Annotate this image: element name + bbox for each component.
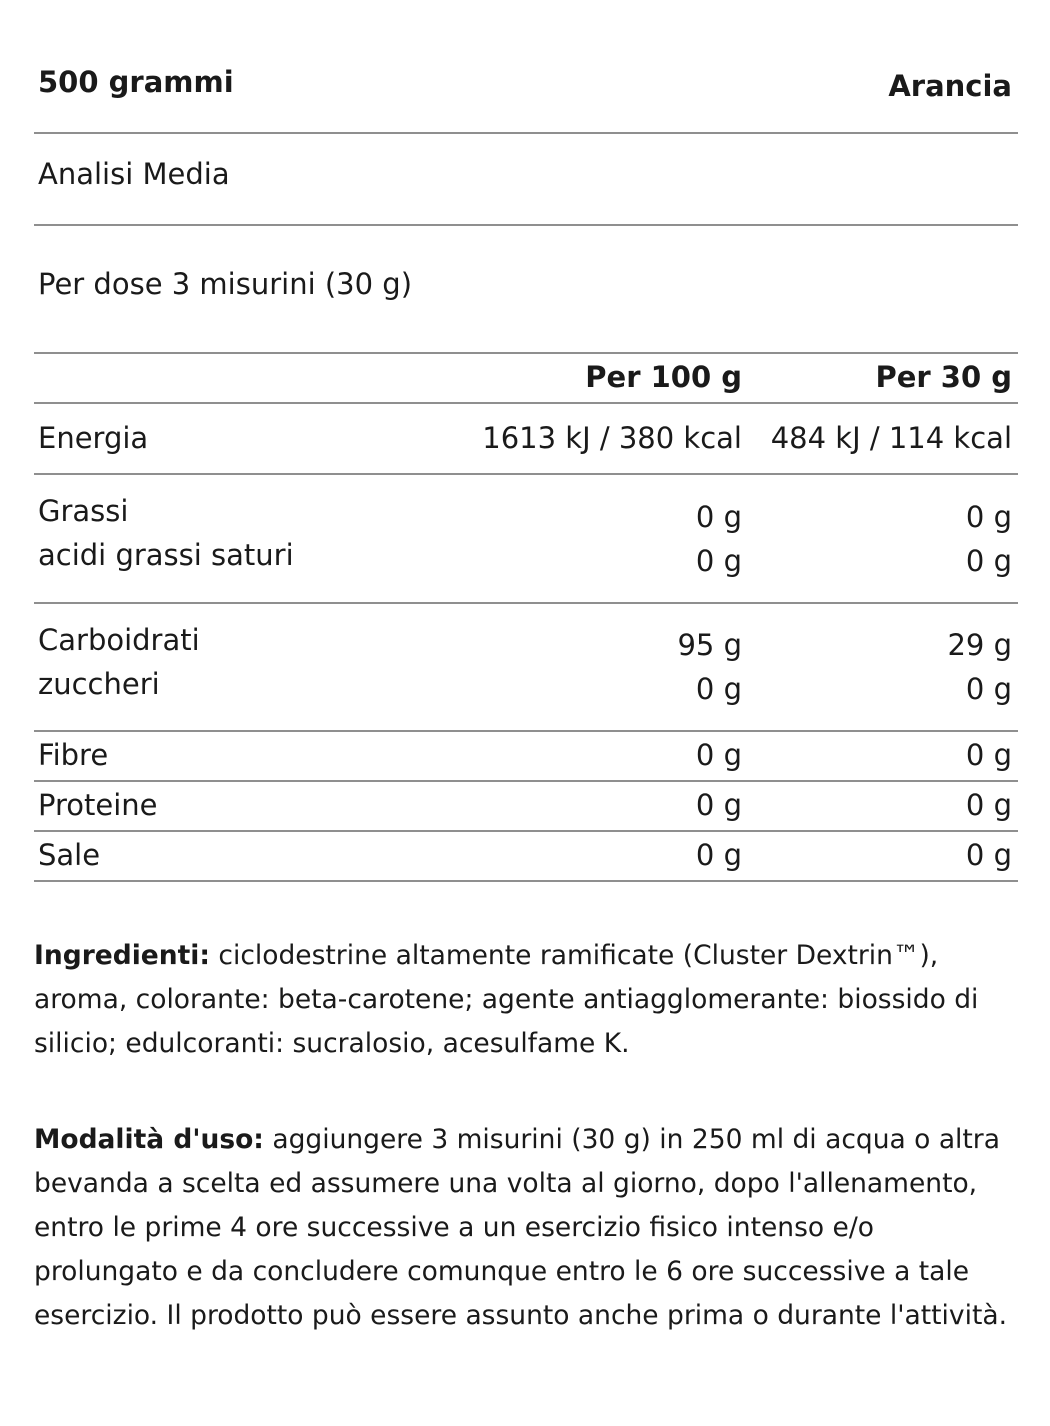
row-value-per100: 0 g — [695, 500, 742, 534]
ingredients-label: Ingredienti: — [34, 940, 210, 971]
row-value-per100: 0 g — [695, 788, 742, 822]
divider — [34, 730, 1018, 732]
row-value-per100: 1613 kJ / 380 kcal — [482, 421, 742, 455]
row-value-per30: 0 g — [965, 838, 1012, 872]
divider — [34, 602, 1018, 604]
divider — [34, 224, 1018, 226]
flavor-name: Arancia — [888, 69, 1012, 103]
divider — [34, 880, 1018, 882]
row-value-per100: 0 g — [695, 838, 742, 872]
serving-size: Per dose 3 misurini (30 g) — [38, 267, 413, 301]
row-label: acidi grassi saturi — [38, 538, 294, 572]
ingredients-paragraph — [34, 934, 1024, 1066]
row-value-per100: 95 g — [677, 628, 742, 662]
row-value-per100: 0 g — [695, 672, 742, 706]
usage-text: aggiungere 3 misurini (30 g) in 250 ml di acqua o altra bevanda a scelta ed assumere una volta al giorno, dopo l'allenamento, entro le prime 4 ore successive a un esercizio fisico intenso e/o prolungato e da concludere comunque entro le 6 ore successive a tale esercizio. Il prodotto può essere assunto anche prima o durante l'attività. — [34, 1124, 1008, 1331]
row-value-per30: 0 g — [965, 738, 1012, 772]
column-header-per100: Per 100 g — [585, 360, 742, 394]
row-value-per30: 484 kJ / 114 kcal — [770, 421, 1012, 455]
divider — [34, 780, 1018, 782]
divider — [34, 830, 1018, 832]
row-value-per30: 0 g — [965, 788, 1012, 822]
row-label: Fibre — [38, 738, 109, 772]
row-label: Sale — [38, 838, 101, 872]
row-value-per30: 0 g — [965, 672, 1012, 706]
usage-paragraph — [34, 1118, 1024, 1338]
divider — [34, 132, 1018, 134]
divider — [34, 402, 1018, 404]
row-label: Grassi — [38, 494, 129, 528]
row-value-per30: 29 g — [947, 628, 1012, 662]
column-header-per30: Per 30 g — [875, 360, 1012, 394]
row-value-per100: 0 g — [695, 544, 742, 578]
row-label: Proteine — [38, 788, 158, 822]
package-size: 500 grammi — [38, 65, 234, 99]
usage-label: Modalità d'uso: — [34, 1124, 264, 1155]
row-value-per30: 0 g — [965, 544, 1012, 578]
row-label: Energia — [38, 421, 149, 455]
row-label: zuccheri — [38, 667, 160, 701]
section-title: Analisi Media — [38, 157, 230, 191]
row-label: Carboidrati — [38, 623, 200, 657]
row-value-per100: 0 g — [695, 738, 742, 772]
divider — [34, 473, 1018, 475]
row-value-per30: 0 g — [965, 500, 1012, 534]
divider — [34, 352, 1018, 354]
ingredients-text: ciclodestrine altamente ramificate (Cluster Dextrin™), aroma, colorante: beta-carotene; agente antiagglomerante: biossido di silicio; edulcoranti: sucralosio, acesulfame K. — [34, 940, 979, 1059]
